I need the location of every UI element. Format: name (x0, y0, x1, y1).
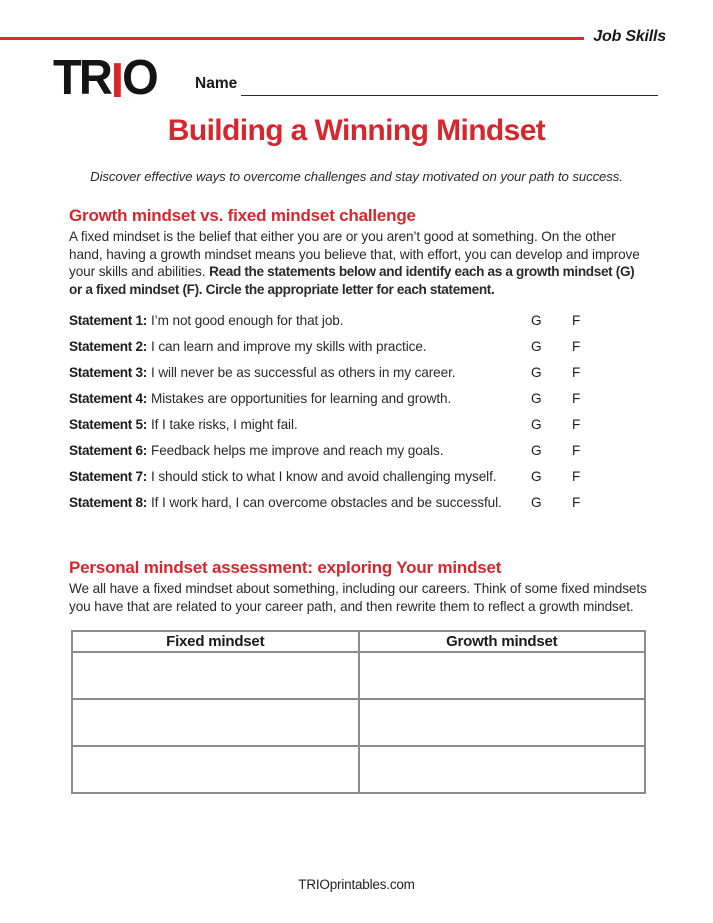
statement-label: Statement 1: (69, 313, 147, 328)
statement-row-3 (69, 365, 649, 391)
table-row (72, 746, 645, 793)
fixed-option[interactable]: F (572, 469, 581, 484)
footer-url: TRIOprintables.com (298, 877, 415, 892)
statement-text: I can learn and improve my skills with practice. (150, 339, 427, 354)
fixed-option[interactable]: F (572, 313, 581, 328)
table-row (72, 699, 645, 746)
statement-label: Statement 5: (69, 417, 147, 432)
statement-row-7 (69, 469, 649, 495)
table-header-row (72, 631, 645, 652)
growth-option[interactable]: G (531, 365, 542, 380)
statement-label: Statement 8: (69, 495, 147, 510)
category-label: Job Skills (593, 28, 666, 45)
logo-part-i: I (110, 54, 122, 108)
statement-text: I should stick to what I know and avoid challenging myself. (150, 469, 497, 484)
name-label: Name (195, 75, 238, 92)
fixed-option[interactable]: F (572, 443, 581, 458)
statement-text: Mistakes are opportunities for learning and growth. (150, 391, 452, 406)
logo-part-tr: TR (53, 51, 110, 105)
fixed-mindset-input-cell[interactable] (72, 652, 359, 699)
statement-text: Feedback helps me improve and reach my goals. (150, 443, 444, 458)
fixed-option[interactable]: F (572, 417, 581, 432)
growth-mindset-input-cell[interactable] (359, 652, 646, 699)
statement-text: I will never be as successful as others in my career. (150, 365, 456, 380)
section1-paragraph (69, 228, 649, 298)
statement-label: Statement 3: (69, 365, 147, 380)
section2-heading: Personal mindset assessment: exploring Your mindset (69, 558, 502, 577)
fixed-mindset-input-cell[interactable] (72, 699, 359, 746)
growth-option[interactable]: G (531, 391, 542, 406)
statement-row-2 (69, 339, 649, 365)
statement-text: I’m not good enough for that job. (150, 313, 344, 328)
growth-mindset-column-header: Growth mindset (359, 631, 646, 652)
fixed-option[interactable]: F (572, 365, 581, 380)
growth-option[interactable]: G (531, 339, 542, 354)
trio-logo (53, 51, 156, 108)
statement-row-1 (69, 313, 649, 339)
header-rule (0, 37, 584, 40)
growth-option[interactable]: G (531, 313, 542, 328)
statement-row-8 (69, 495, 649, 521)
statement-text: If I take risks, I might fail. (150, 417, 298, 432)
fixed-mindset-input-cell[interactable] (72, 746, 359, 793)
statement-row-6 (69, 443, 649, 469)
logo-part-o: O (122, 51, 156, 105)
growth-mindset-input-cell[interactable] (359, 746, 646, 793)
statements-list (69, 313, 649, 521)
page-title: Building a Winning Mindset (167, 114, 546, 147)
section1-intro-text: A fixed mindset is the belief that either you are or you aren’t good at something. On the other hand, having a growth mindset means you believe that, with effort, you can develop and improve your skills and abilities. (69, 229, 640, 280)
growth-option[interactable]: G (531, 469, 542, 484)
growth-option[interactable]: G (531, 443, 542, 458)
statement-row-5 (69, 417, 649, 443)
section2-paragraph: We all have a fixed mindset about something, including our careers. Think of some fixed mindsets you have that are related to your career path, and then rewrite them to reflect a growth mindset. (69, 581, 647, 614)
fixed-option[interactable]: F (572, 391, 581, 406)
statement-text: If I work hard, I can overcome obstacles and be successful. (150, 495, 502, 510)
growth-option[interactable]: G (531, 495, 542, 510)
section1-instructions-text: Read the statements below and identify each as a growth mindset (G) or a fixed mindset (F). Circle the appropriate letter for each statement. (69, 264, 635, 297)
page-subtitle: Discover effective ways to overcome challenges and stay motivated on your path to success. (90, 169, 623, 184)
growth-option[interactable]: G (531, 417, 542, 432)
mindset-table (71, 630, 646, 794)
statement-label: Statement 6: (69, 443, 147, 458)
statement-label: Statement 4: (69, 391, 147, 406)
name-input-line[interactable] (241, 95, 658, 96)
growth-mindset-input-cell[interactable] (359, 699, 646, 746)
statement-label: Statement 2: (69, 339, 147, 354)
statement-label: Statement 7: (69, 469, 147, 484)
fixed-option[interactable]: F (572, 339, 581, 354)
table-row (72, 652, 645, 699)
fixed-option[interactable]: F (572, 495, 581, 510)
section1-heading: Growth mindset vs. fixed mindset challenge (69, 206, 416, 225)
statement-row-4 (69, 391, 649, 417)
fixed-mindset-column-header: Fixed mindset (72, 631, 359, 652)
